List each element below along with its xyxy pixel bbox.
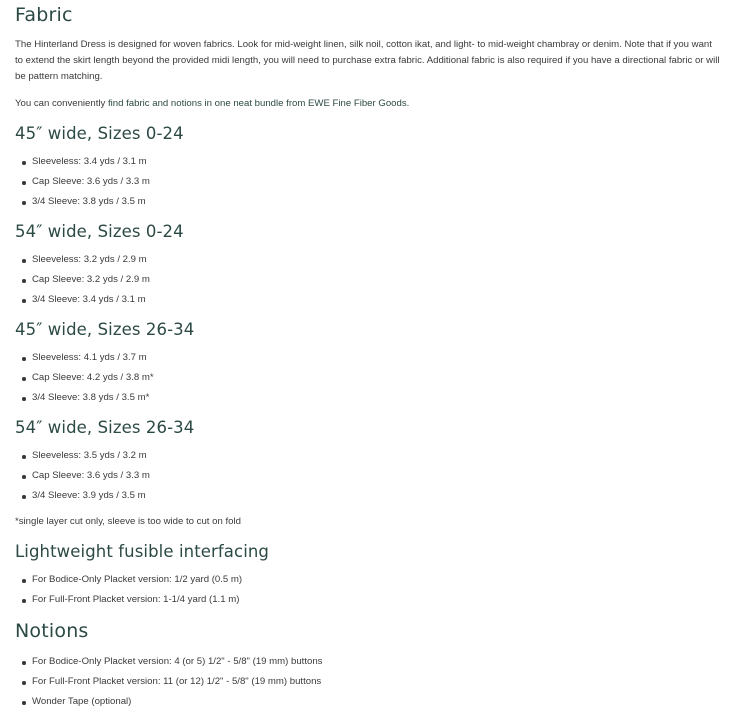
section-heading: 54″ wide, Sizes 26-34 (15, 418, 195, 437)
notions-list (15, 652, 322, 712)
list-item: Wonder Tape (optional) (15, 692, 322, 712)
list-item: For Bodice-Only Placket version: 4 (or 5) 1/2" - 5/8" (19 mm) buttons (15, 652, 322, 672)
yardage-list (15, 152, 150, 212)
list-item: 3/4 Sleeve: 3.8 yds / 3.5 m* (15, 388, 154, 408)
list-item: 3/4 Sleeve: 3.8 yds / 3.5 m (15, 192, 150, 212)
list-item: Cap Sleeve: 3.2 yds / 2.9 m (15, 270, 150, 290)
section-heading: 54″ wide, Sizes 0-24 (15, 222, 184, 241)
list-item: Sleeveless: 3.5 yds / 3.2 m (15, 446, 150, 466)
list-item: Sleeveless: 3.4 yds / 3.1 m (15, 152, 150, 172)
list-item: 3/4 Sleeve: 3.4 yds / 3.1 m (15, 290, 150, 310)
fabric-bundle-link[interactable]: find fabric and notions in one neat bundle from EWE Fine Fiber Goods (108, 98, 407, 109)
list-item: For Full-Front Placket version: 1-1/4 yard (1.1 m) (15, 590, 242, 610)
interfacing-list (15, 570, 242, 610)
bundle-suffix: . (406, 98, 410, 109)
list-item: Sleeveless: 3.2 yds / 2.9 m (15, 250, 150, 270)
list-item: For Bodice-Only Placket version: 1/2 yard (0.5 m) (15, 570, 242, 590)
notions-title: Notions (15, 620, 89, 642)
section-heading: 45″ wide, Sizes 0-24 (15, 124, 184, 143)
list-item: 3/4 Sleeve: 3.9 yds / 3.5 m (15, 486, 150, 506)
footnote: *single layer cut only, sleeve is too wide to cut on fold (15, 516, 241, 527)
list-item: Sleeveless: 4.1 yds / 3.7 m (15, 348, 154, 368)
bundle-paragraph (15, 96, 720, 112)
list-item: Cap Sleeve: 4.2 yds / 3.8 m* (15, 368, 154, 388)
fabric-intro: The Hinterland Dress is designed for woven fabrics. Look for mid-weight linen, silk noil, cotton ikat, and light- to mid-weight chambray or denim. Note that if you want to extend the skirt length beyond the provided midi length, you will need to purchase extra fabric. Additional fabric is also required if you have a directional fabric or will be pattern matching. (15, 39, 720, 82)
yardage-list (15, 250, 150, 310)
list-item: Cap Sleeve: 3.6 yds / 3.3 m (15, 172, 150, 192)
yardage-list (15, 446, 150, 506)
yardage-list (15, 348, 154, 408)
list-item: For Full-Front Placket version: 11 (or 12) 1/2" - 5/8" (19 mm) buttons (15, 672, 322, 692)
fabric-title: Fabric (15, 4, 73, 26)
interfacing-heading: Lightweight fusible interfacing (15, 542, 270, 561)
section-heading: 45″ wide, Sizes 26-34 (15, 320, 195, 339)
list-item: Cap Sleeve: 3.6 yds / 3.3 m (15, 466, 150, 486)
bundle-prefix: You can conveniently (15, 98, 108, 109)
